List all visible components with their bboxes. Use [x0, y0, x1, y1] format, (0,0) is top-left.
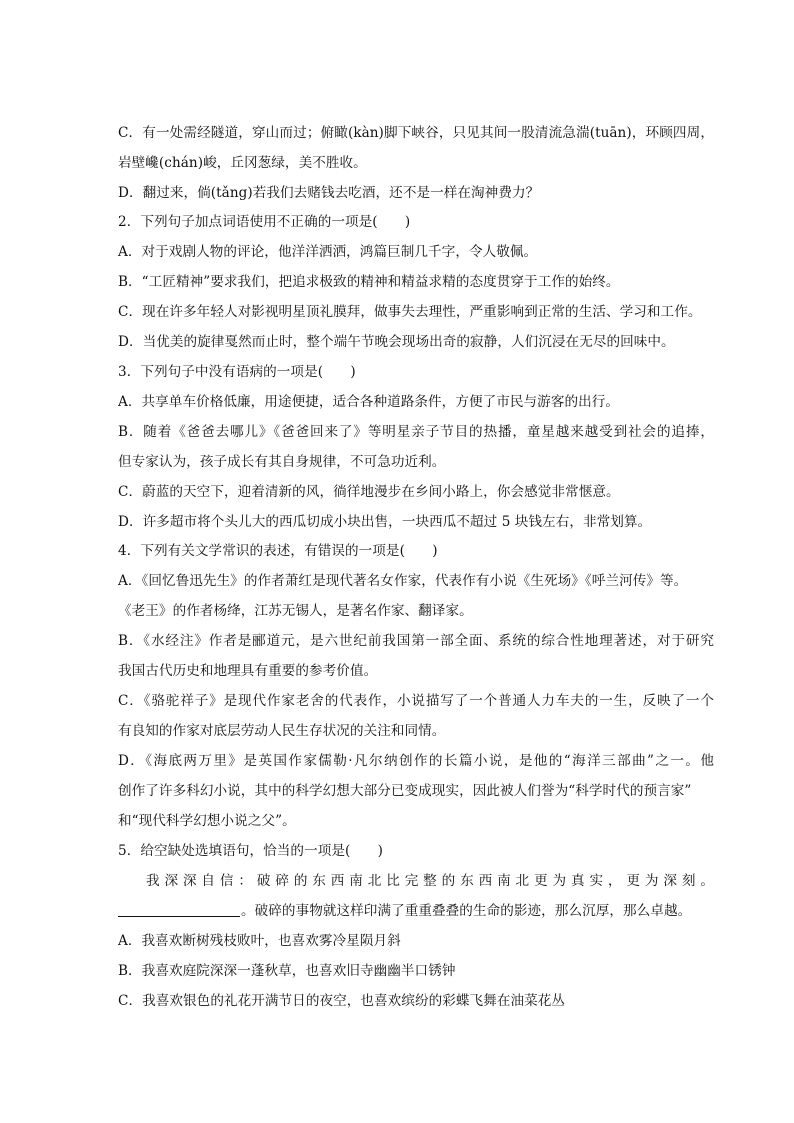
- option-c-line-2: 岩壁巉(chán)峻，丘冈葱绿，美不胜收。: [118, 155, 367, 171]
- q5-option-a: A．我喜欢断树残枝败叶，也喜欢雾冷星陨月斜: [118, 933, 401, 949]
- question-3-stem: 3．下列句子中没有语病的一项是( ): [118, 364, 356, 380]
- q5-passage-line-1: 我深深自信：破碎的东西南北比完整的东西南北更为真实，更为深刻。: [146, 873, 714, 889]
- q4-option-a-line-1: A．《回忆鲁迅先生》的作者萧红是现代著名女作家，代表作有小说《生死场》《呼兰河传》等。: [118, 573, 688, 589]
- q2-option-a: A．对于戏剧人物的评论，他洋洋洒洒，鸿篇巨制几千字，令人敬佩。: [118, 244, 538, 260]
- q4-option-d-line-1: D．《海底两万里》是英国作家儒勒·凡尔纳创作的长篇小说，是他的“海洋三部曲”之一。他: [118, 753, 714, 769]
- q4-option-b-line-2: 我国古代历史和地理具有重要的参考价值。: [118, 663, 378, 679]
- q5-option-c: C．我喜欢银色的礼花开满节日的夜空，也喜欢缤纷的彩蝶飞舞在油菜花丛: [118, 993, 566, 1009]
- q3-option-b-line-2: 但专家认为，孩子成长有其自身规律，不可急功近利。: [118, 454, 446, 470]
- q3-option-d: D．许多超市将个头儿大的西瓜切成小块出售，一块西瓜不超过 5 块钱左右，非常划算。: [118, 514, 652, 530]
- q2-option-c: C．现在许多年轻人对影视明星顶礼膜拜，做事失去理性，严重影响到正常的生活、学习和工作。: [118, 304, 702, 320]
- q3-option-a: A．共享单车价格低廉，用途便捷，适合各种道路条件，方便了市民与游客的出行。: [118, 394, 620, 410]
- q4-option-d-line-3: 和“现代科学幻想小说之父”。: [118, 813, 296, 829]
- q5-passage-line-2: [118, 901, 718, 921]
- option-d-text: D．翻过来，倘(tǎng)若我们去赌钱去吃酒，还不是一样在淘神费力？: [118, 185, 540, 201]
- q4-option-b-line-1: B．《水经注》作者是郦道元，是六世纪前我国第一部全面、系统的综合性地理著述，对于研究: [118, 633, 714, 649]
- fill-in-blank: [118, 902, 240, 917]
- q2-option-d: D．当优美的旋律戛然而止时，整个端午节晚会现场出奇的寂静，人们沉浸在无尽的回味中。: [118, 334, 675, 350]
- q3-option-b-line-1: B．随着《爸爸去哪儿》《爸爸回来了》等明星亲子节目的热播，童星越来越受到社会的追捧，: [118, 424, 714, 440]
- question-2-stem: 2．下列句子加点词语使用不正确的一项是( ): [118, 214, 411, 230]
- q4-option-c-line-2: 有良知的作家对底层劳动人民生存状况的关注和同情。: [118, 723, 446, 739]
- option-c-line-1: C．有一处需经隧道，穿山而过；俯瞰(kàn)脚下峡谷，只见其间一股清流急湍(tuān)，环顾四周，: [118, 125, 714, 141]
- q4-option-d-line-2: 创作了许多科幻小说，其中的科学幻想大部分已变成现实，因此被人们誉为“科学时代的预言家”: [118, 783, 692, 799]
- q3-option-c: C．蔚蓝的天空下，迎着清新的风，徜徉地漫步在乡间小路上，你会感觉非常惬意。: [118, 484, 620, 500]
- q4-option-a-line-2: 《老王》的作者杨绛，江苏无锡人，是著名作家、翻译家。: [118, 603, 473, 619]
- q5-option-b: B．我喜欢庭院深深一蓬秋草，也喜欢旧寺幽幽半口锈钟: [118, 963, 456, 979]
- q2-option-b: B．“工匠精神”要求我们，把追求极致的精神和精益求精的态度贯穿于工作的始终。: [118, 274, 620, 290]
- q5-passage-line-2-text: 。破碎的事物就这样印满了重重叠叠的生命的影迹，那么沉厚，那么卓越。: [241, 903, 692, 919]
- q4-option-c-line-1: C．《骆驼祥子》是现代作家老舍的代表作，小说描写了一个普通人力车夫的一生，反映了一个: [118, 693, 714, 709]
- question-4-stem: 4．下列有关文学常识的表述，有错误的一项是( ): [118, 543, 438, 559]
- question-5-stem: 5．给空缺处选填语句，恰当的一项是( ): [118, 843, 383, 859]
